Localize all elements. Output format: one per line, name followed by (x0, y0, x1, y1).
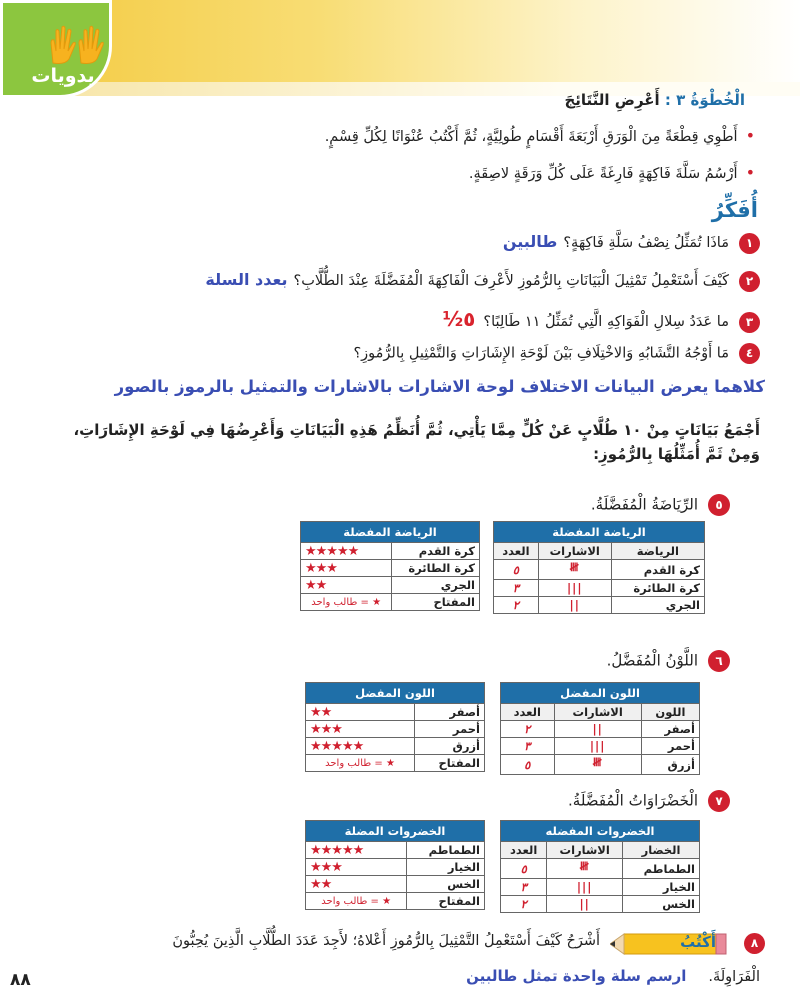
row-name: أزرق (415, 738, 485, 755)
tally-marks: || (554, 721, 641, 738)
table-row (306, 721, 485, 738)
tally-table-sport (493, 521, 705, 614)
tally-marks: 𝍸 (538, 560, 611, 580)
table-row (301, 577, 480, 594)
tally-marks: ||| (554, 738, 641, 755)
row-count: ٣ (494, 580, 539, 597)
pictograph-vegetables (305, 820, 485, 910)
table-caption: الخضروات المضلة (306, 821, 485, 842)
star-marks: ★★★ (306, 721, 415, 738)
col-header: الاشارات (547, 842, 623, 859)
row-count: ٥ (501, 859, 547, 879)
table-row (501, 859, 700, 879)
col-header: الخضار (622, 842, 699, 859)
tally-table-color (500, 682, 700, 775)
section-number: ٦ (708, 650, 730, 672)
table-row (301, 560, 480, 577)
star-marks: ★★ (306, 704, 415, 721)
question-8-text: أَشْرَحُ كَيْفَ أَسْتَعْمِلُ التَّمْثِيلَ بِالرُّمُوزِ أَعْلاهُ؛ لأَجِدَ عَدَدَ الطُّلَّابِ الَّذِينَ يُحِبُّونَ (172, 933, 600, 949)
row-count: ٥ (494, 560, 539, 580)
question-text: كَيْفَ أَسْتَعْمِلُ تَمْثِيلَ الْبَيَانَاتِ بِالرُّمُوزِ لأَعْرِفَ الْفَاكِهَةَ الْمُفَضَّلَةَ عِنْدَ الطُّلَّابِ؟ (293, 273, 729, 289)
row-count: ٢ (494, 597, 539, 614)
tally-marks: ||| (538, 580, 611, 597)
table-caption: اللون المفضل (306, 683, 485, 704)
star-marks: ★★★ (301, 560, 392, 577)
table-row (501, 755, 700, 775)
question-number: ٣ (739, 312, 760, 333)
bullet-1: • أَطْوِي قِطْعَةً مِنَ الْوَرَقِ أَرْبَعَةَ أَقْسَامٍ طُولِيَّةٍ، ثُمَّ أَكْتُبُ عُنْوَانًا لِكُلِّ قِسْمٍ. (325, 126, 755, 145)
table-row (494, 580, 705, 597)
think-title: أُفَكِّرُ (711, 198, 758, 222)
table-row (306, 859, 485, 876)
key-label: المفتاح (415, 755, 485, 772)
section-label: الرِّيَاضَةُ الْمُفَضَّلَةُ. (590, 495, 698, 514)
handwritten-fraction: ٥½ (442, 307, 476, 331)
key-row (306, 893, 485, 910)
row-name: الخيار (622, 879, 699, 896)
star-marks: ★★ (306, 876, 407, 893)
row-name: الخس (622, 896, 699, 913)
table-row (306, 842, 485, 859)
star-marks: ★★★ (306, 859, 407, 876)
tally-marks: 𝍸 (554, 755, 641, 775)
row-count: ٢ (501, 721, 555, 738)
key-text: ★ = طالب واحد (306, 755, 415, 772)
star-marks: ★★★★★ (306, 842, 407, 859)
tally-marks: 𝍸 (547, 859, 623, 879)
row-name: كرة القدم (611, 560, 704, 580)
table-row (494, 560, 705, 580)
row-name: أحمر (415, 721, 485, 738)
star-marks: ★★★★★ (301, 543, 392, 560)
key-row (301, 594, 480, 611)
row-name: أحمر (641, 738, 699, 755)
col-header: الاشارات (538, 543, 611, 560)
handwritten-answer: بعدد السلة (205, 270, 288, 289)
question-8-text2: الْفَرَاوِلَةَ. (708, 969, 760, 985)
tally-table-vegetables (500, 820, 700, 913)
tab-label: يدويات (31, 65, 95, 87)
key-label: المفتاح (407, 893, 485, 910)
col-header: العدد (501, 842, 547, 859)
table-row (301, 543, 480, 560)
key-label: المفتاح (392, 594, 480, 611)
handwritten-answer: طالبين (502, 232, 558, 251)
section-5-title (591, 494, 730, 516)
row-name: الخس (407, 876, 485, 893)
question-8-line2 (466, 967, 760, 985)
table-row (306, 704, 485, 721)
row-name: الجري (392, 577, 480, 594)
table-row (306, 876, 485, 893)
tally-marks: || (538, 597, 611, 614)
table-caption: الخضروات المفضله (501, 821, 700, 842)
instruction-text: أَجْمَعُ بَيَانَاتٍ مِنْ ١٠ طُلَّابٍ عَنْ كُلٍّ مِمَّا يَأْتِي، ثُمَّ أُنَظِّمُ هَذِهِ الْبَيَانَاتِ وَأَعْرِضُهَا فِي لَوْحَةِ الإِشَارَاتِ، وَمِنْ ثَمَّ أُمَثِّلُهَا بِالرُّمُوزِ: (73, 421, 760, 463)
table-row (306, 738, 485, 755)
table-row (494, 597, 705, 614)
col-header: الرياضة (611, 543, 704, 560)
pictograph-sport (300, 521, 480, 611)
answer-4: كلاهما يعرض البيانات الاختلاف لوحة الاشارات بالاشارات والتمثيل بالرموز بالصور (114, 377, 765, 396)
step-title: أَعْرِضِ النَّتَائِجَ (564, 91, 660, 109)
question-2 (205, 270, 760, 292)
row-name: كرة الطائرة (392, 560, 480, 577)
section-number: ٧ (708, 790, 730, 812)
question-1 (503, 232, 760, 254)
header-band (0, 0, 800, 82)
col-header: العدد (501, 704, 555, 721)
section-label: اللَّوْنُ الْمُفَضَّلُ. (606, 651, 698, 670)
question-number: ٤ (739, 343, 760, 364)
row-name: أصفر (641, 721, 699, 738)
step-label: الْخُطْوَةُ ٣ : (664, 91, 745, 109)
answer-8: ارسم سلة واحدة تمثل طالبين (466, 967, 687, 985)
row-count: ٣ (501, 738, 555, 755)
question-4 (353, 343, 760, 364)
row-name: الطماطم (407, 842, 485, 859)
section-tab (0, 0, 112, 98)
question-number: ٨ (744, 933, 765, 954)
section-number: ٥ (708, 494, 730, 516)
question-text: ما عَدَدُ سِلالِ الْفَوَاكِهِ الَّتِي تُمَثِّلُ ١١ طَالِبًا؟ (483, 314, 729, 330)
col-header: الاشارات (554, 704, 641, 721)
question-text: مَاذَا تُمَثِّلُ نِصْفُ سَلَّةِ فَاكِهَةٍ؟ (563, 235, 729, 251)
table-caption: الرياضة المفضلة (301, 522, 480, 543)
pencil-icon (610, 930, 730, 958)
key-text: ★ = طالب واحد (306, 893, 407, 910)
question-8 (734, 933, 765, 954)
section-label: الْخَضْرَاوَاتُ الْمُفَضَّلَةُ. (568, 791, 698, 810)
step-heading (564, 91, 745, 109)
row-name: أزرق (641, 755, 699, 775)
row-count: ٥ (501, 755, 555, 775)
pictograph-color (305, 682, 485, 772)
write-badge: أَكْتُبُ (680, 933, 716, 951)
table-caption: اللون المفضل (501, 683, 700, 704)
row-name: كرة القدم (392, 543, 480, 560)
row-name: كرة الطائرة (611, 580, 704, 597)
tally-marks: ||| (547, 879, 623, 896)
table-row (501, 896, 700, 913)
tally-marks: || (547, 896, 623, 913)
table-row (501, 721, 700, 738)
hands-icon (47, 23, 107, 65)
question-number: ٢ (739, 271, 760, 292)
row-name: الطماطم (622, 859, 699, 879)
col-header: اللون (641, 704, 699, 721)
row-count: ٢ (501, 896, 547, 913)
key-row (306, 755, 485, 772)
question-text: مَا أَوْجُهُ التَّشَابُهِ وَالاخْتِلَافِ بَيْنَ لَوْحَةِ الإِشَارَاتِ وَالتَّمْثِيلِ بِالرُّمُوزِ؟ (353, 345, 729, 362)
table-row (501, 879, 700, 896)
key-text: ★ = طالب واحد (301, 594, 392, 611)
star-marks: ★★ (301, 577, 392, 594)
row-name: الخيار (407, 859, 485, 876)
row-name: الجري (611, 597, 704, 614)
section-7-title (568, 790, 730, 812)
bullet-2: • أَرْسُمُ سَلَّةَ فَاكِهَةٍ فَارِغَةً عَلَى كُلِّ وَرَقَةٍ لاصِقَةٍ. (469, 163, 755, 182)
row-count: ٣ (501, 879, 547, 896)
section-6-title (607, 650, 730, 672)
table-caption: الرياضة المفضلة (494, 522, 705, 543)
question-3 (442, 307, 760, 333)
star-marks: ★★★★★ (306, 738, 415, 755)
page-number: ٨٨ (10, 970, 31, 990)
col-header: العدد (494, 543, 539, 560)
table-row (501, 738, 700, 755)
row-name: أصفر (415, 704, 485, 721)
question-number: ١ (739, 233, 760, 254)
